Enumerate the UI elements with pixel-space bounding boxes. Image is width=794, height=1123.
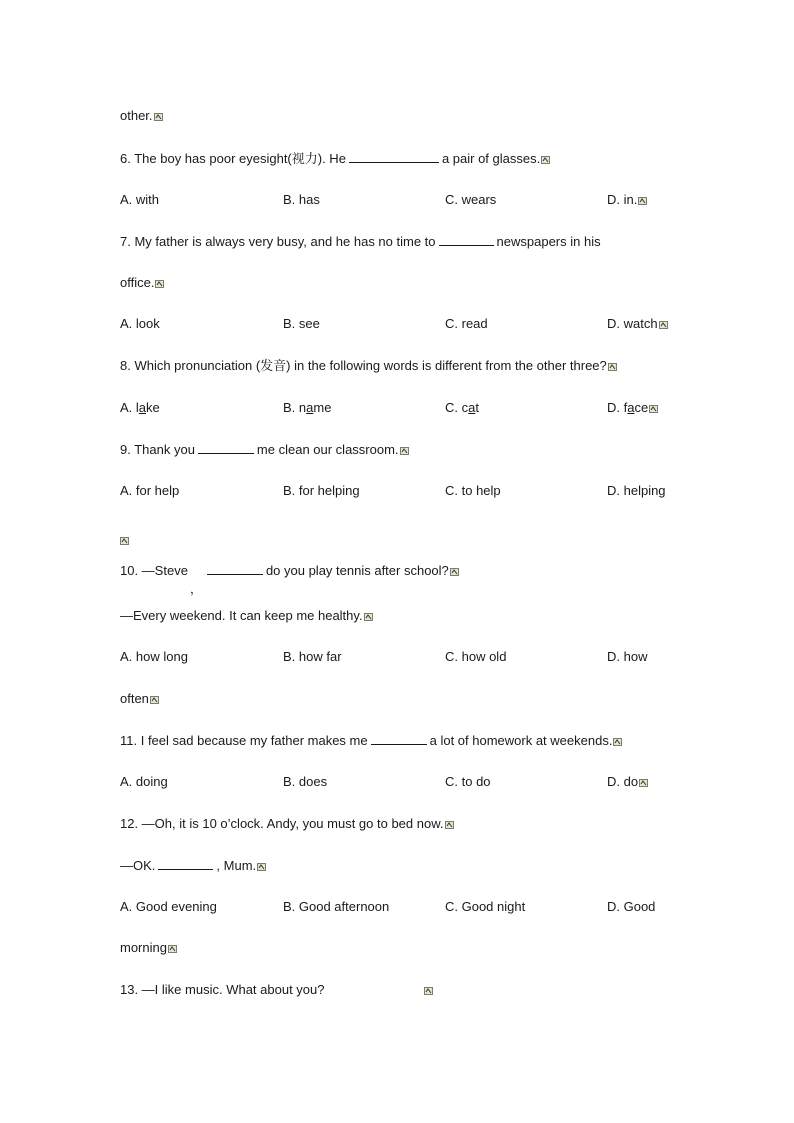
option-c: C. Good night — [445, 899, 526, 914]
option-d-continuation: morning — [120, 940, 177, 956]
answer-blank — [198, 441, 254, 454]
question-7-continuation: office. — [120, 275, 164, 291]
option-a: A. lake — [120, 400, 160, 415]
question-12: 12. —Oh, it is 10 o’clock. Andy, you must go to bed now. — [120, 816, 454, 832]
option-d: D. helping — [607, 483, 666, 498]
paragraph-mark-icon — [120, 537, 129, 545]
paragraph-mark-icon — [445, 821, 454, 829]
paragraph-mark-icon — [608, 363, 617, 371]
option-d-continuation: often — [120, 691, 159, 707]
option-d: D. how — [607, 649, 648, 664]
option-b: B. does — [283, 774, 328, 789]
option-c: C. how old — [445, 649, 507, 664]
question-8: 8. Which pronunciation (发音) in the following words is different from the other three? — [120, 358, 617, 374]
paragraph-mark-icon — [659, 321, 668, 329]
paragraph-mark-icon — [649, 405, 658, 413]
question-13: 13. —I like music. What about you? — [120, 982, 325, 997]
option-a: A. how long — [120, 649, 188, 664]
option-c: C. to do — [445, 774, 491, 789]
paragraph-mark-icon — [155, 280, 164, 288]
option-b: B. name — [283, 400, 332, 415]
paragraph-mark-icon — [450, 568, 459, 576]
empty-paragraph — [120, 532, 129, 548]
paragraph-mark-icon — [168, 945, 177, 953]
option-d: D. watch — [607, 316, 668, 332]
option-b: B. how far — [283, 649, 342, 664]
answer-blank — [158, 857, 213, 870]
paragraph-mark-icon — [639, 779, 648, 787]
answer-blank — [207, 562, 263, 575]
option-d: D. in. — [607, 192, 647, 208]
paragraph-mark-icon — [400, 447, 409, 455]
option-c: C. wears — [445, 192, 497, 207]
question-7: 7. My father is always very busy, and he has no time to newspapers in his — [120, 234, 601, 249]
option-c: C. read — [445, 316, 488, 331]
option-c: C. to help — [445, 483, 501, 498]
option-d: D. face — [607, 400, 658, 416]
answer-blank — [349, 150, 439, 163]
option-b: B. for helping — [283, 483, 360, 498]
paragraph-mark-icon — [541, 156, 550, 164]
option-b: B. Good afternoon — [283, 899, 390, 914]
option-c: C. cat — [445, 400, 479, 415]
option-d: D. do — [607, 774, 648, 790]
option-b: B. has — [283, 192, 320, 207]
paragraph-mark-icon — [154, 113, 163, 121]
paragraph-mark-icon — [424, 987, 433, 995]
text-line — [120, 108, 163, 124]
answer-blank — [371, 732, 427, 745]
question-6: 6. The boy has poor eyesight(视力). He a pair of glasses. — [120, 150, 550, 167]
line-text: other. — [120, 108, 153, 123]
answer-blank — [439, 233, 494, 246]
question-13-mark — [424, 982, 433, 998]
question-11: 11. I feel sad because my father makes me a lot of homework at weekends. — [120, 732, 622, 749]
option-a: A. look — [120, 316, 160, 331]
question-10-answer: —Every weekend. It can keep me healthy. — [120, 608, 373, 624]
paragraph-mark-icon — [150, 696, 159, 704]
option-a: A. with — [120, 192, 160, 207]
question-10: 10. —Steve ， do you play tennis after school? — [120, 562, 459, 579]
option-b: B. see — [283, 316, 320, 331]
paragraph-mark-icon — [257, 863, 266, 871]
option-d: D. Good — [607, 899, 656, 914]
question-12-reply: —OK. , Mum. — [120, 857, 266, 874]
paragraph-mark-icon — [364, 613, 373, 621]
option-a: A. Good evening — [120, 899, 217, 914]
paragraph-mark-icon — [638, 197, 647, 205]
option-a: A. doing — [120, 774, 168, 789]
paragraph-mark-icon — [613, 738, 622, 746]
question-9: 9. Thank you me clean our classroom. — [120, 441, 409, 458]
option-a: A. for help — [120, 483, 180, 498]
